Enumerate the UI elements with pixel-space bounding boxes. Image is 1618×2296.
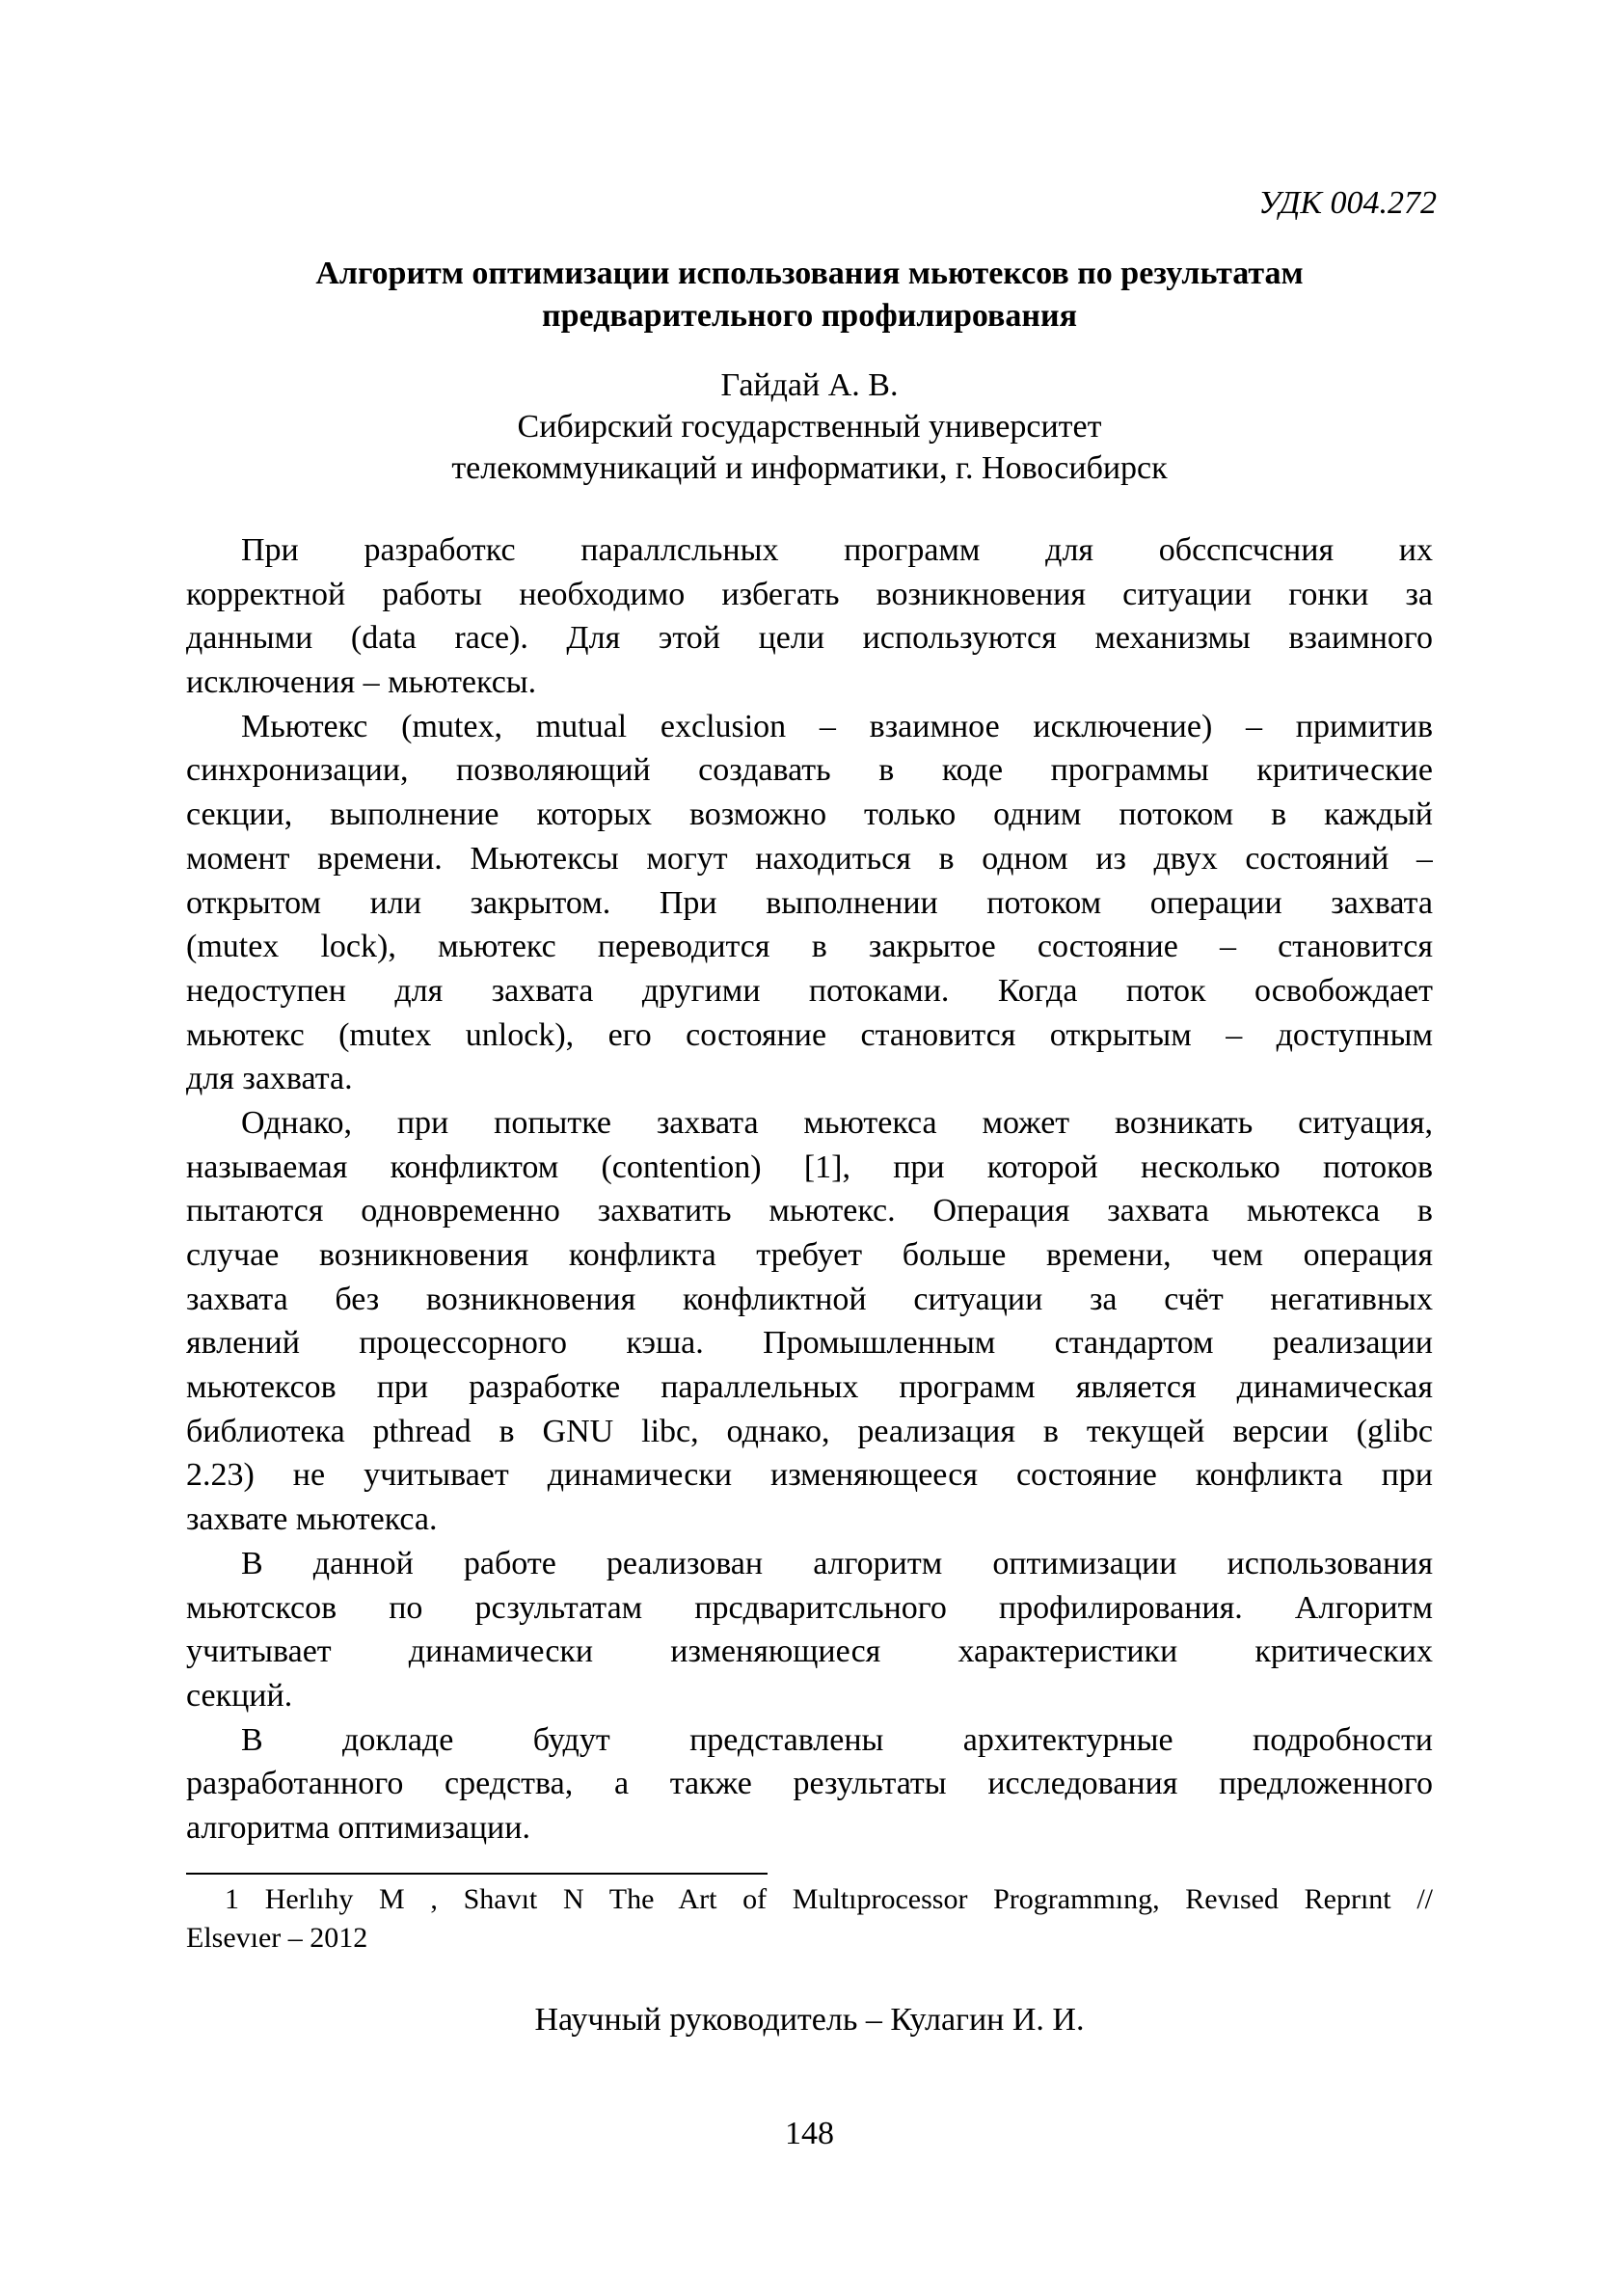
text-line: Мьютекс (mutex, mutual exclusion – взаимное исключение) – примитив bbox=[241, 708, 1433, 744]
footnote-line: 1 Herlıhy M , Shavıt N The Art of Multıprocessor Programmıng, Revısed Reprınt // bbox=[225, 1883, 1433, 1915]
author-block bbox=[186, 365, 1433, 489]
text-line: мьютсксов по рсзультатам прсдваритсльного профилирования. Алгоритм bbox=[186, 1589, 1433, 1626]
affiliation-line: Сибирский государственный университет bbox=[517, 409, 1102, 445]
text-line: корректной работы необходимо избегать возникновения ситуации гонки за bbox=[186, 576, 1433, 612]
article-body bbox=[186, 528, 1433, 1850]
paragraph bbox=[186, 1101, 1433, 1542]
text-line: данными (data race). Для этой цели используются механизмы взаимного bbox=[186, 620, 1433, 657]
paper-title bbox=[186, 253, 1433, 338]
text-line: учитывает динамически изменяющиеся характеристики критических bbox=[186, 1634, 1433, 1670]
text-line: (mutex lock), мьютекс переводится в закрытое состояние – становится bbox=[186, 929, 1433, 965]
footnote bbox=[186, 1880, 1433, 1958]
paragraph bbox=[186, 1542, 1433, 1718]
paragraph bbox=[186, 528, 1433, 705]
text-line: секций. bbox=[186, 1677, 293, 1714]
paragraph bbox=[186, 705, 1433, 1101]
text-line: случае возникновения конфликта требует больше времени, чем операция bbox=[186, 1237, 1433, 1273]
paragraph bbox=[186, 1718, 1433, 1850]
udk-code: УДК 004.272 bbox=[1258, 185, 1437, 221]
text-line: мьютекс (mutex unlock), его состояние становится открытым – доступным bbox=[186, 1016, 1433, 1053]
text-line: алгоритма оптимизации. bbox=[186, 1809, 530, 1846]
author-name: Гайдай А. В. bbox=[720, 367, 899, 403]
text-line: Однако, при попытке захвата мьютекса может возникать ситуация, bbox=[241, 1104, 1433, 1141]
text-line: недоступен для захвата другими потоками. Когда поток освобождает bbox=[186, 972, 1433, 1009]
title-line: предварительного профилирования bbox=[541, 298, 1077, 334]
text-line: захвата без возникновения конфликтной ситуации за счёт негативных bbox=[186, 1281, 1433, 1317]
text-line: В докладе будут представлены архитектурные подробности bbox=[241, 1721, 1433, 1758]
text-line: секции, выполнение которых возможно только одним потоком в каждый bbox=[186, 797, 1433, 833]
text-line: исключения – мьютексы. bbox=[186, 664, 537, 701]
text-line: разработанного средства, а также результаты исследования предложенного bbox=[186, 1766, 1433, 1802]
text-line: момент времени. Мьютексы могут находиться в одном из двух состояний – bbox=[186, 840, 1433, 877]
scientific-supervisor: Научный руководитель – Кулагин И. И. bbox=[534, 2002, 1085, 2038]
footnote-divider bbox=[186, 1873, 768, 1875]
text-line: захвате мьютекса. bbox=[186, 1501, 438, 1538]
text-line: открытом или закрытом. При выполнении потоком операции захвата bbox=[186, 884, 1433, 921]
text-line: для захвата. bbox=[186, 1061, 353, 1097]
title-line: Алгоритм оптимизации использования мьютексов по результатам bbox=[315, 256, 1304, 291]
text-line: библиотека pthread в GNU libc, однако, реализация в текущей версии (glibc bbox=[186, 1413, 1433, 1449]
text-line: мьютексов при разработке параллельных программ является динамическая bbox=[186, 1369, 1433, 1406]
text-line: явлений процессорного кэша. Промышленным стандартом реализации bbox=[186, 1325, 1433, 1362]
text-line: 2.23) не учитывает динамически изменяющееся состояние конфликта при bbox=[186, 1457, 1433, 1494]
page-number: 148 bbox=[785, 2116, 834, 2151]
footnote-line: Elsevıer – 2012 bbox=[186, 1922, 368, 1954]
text-line: При разработкс параллсльных программ для обсспсчсния их bbox=[241, 532, 1433, 568]
text-line: синхронизации, позволяющий создавать в коде программы критические bbox=[186, 752, 1433, 789]
affiliation-line: телекоммуникаций и информатики, г. Новосибирск bbox=[451, 450, 1168, 486]
text-line: называемая конфликтом (contention) [1], при которой несколько потоков bbox=[186, 1148, 1433, 1185]
text-line: В данной работе реализован алгоритм оптимизации использования bbox=[241, 1545, 1433, 1581]
text-line: пытаются одновременно захватить мьютекс. Операция захвата мьютекса в bbox=[186, 1193, 1433, 1229]
